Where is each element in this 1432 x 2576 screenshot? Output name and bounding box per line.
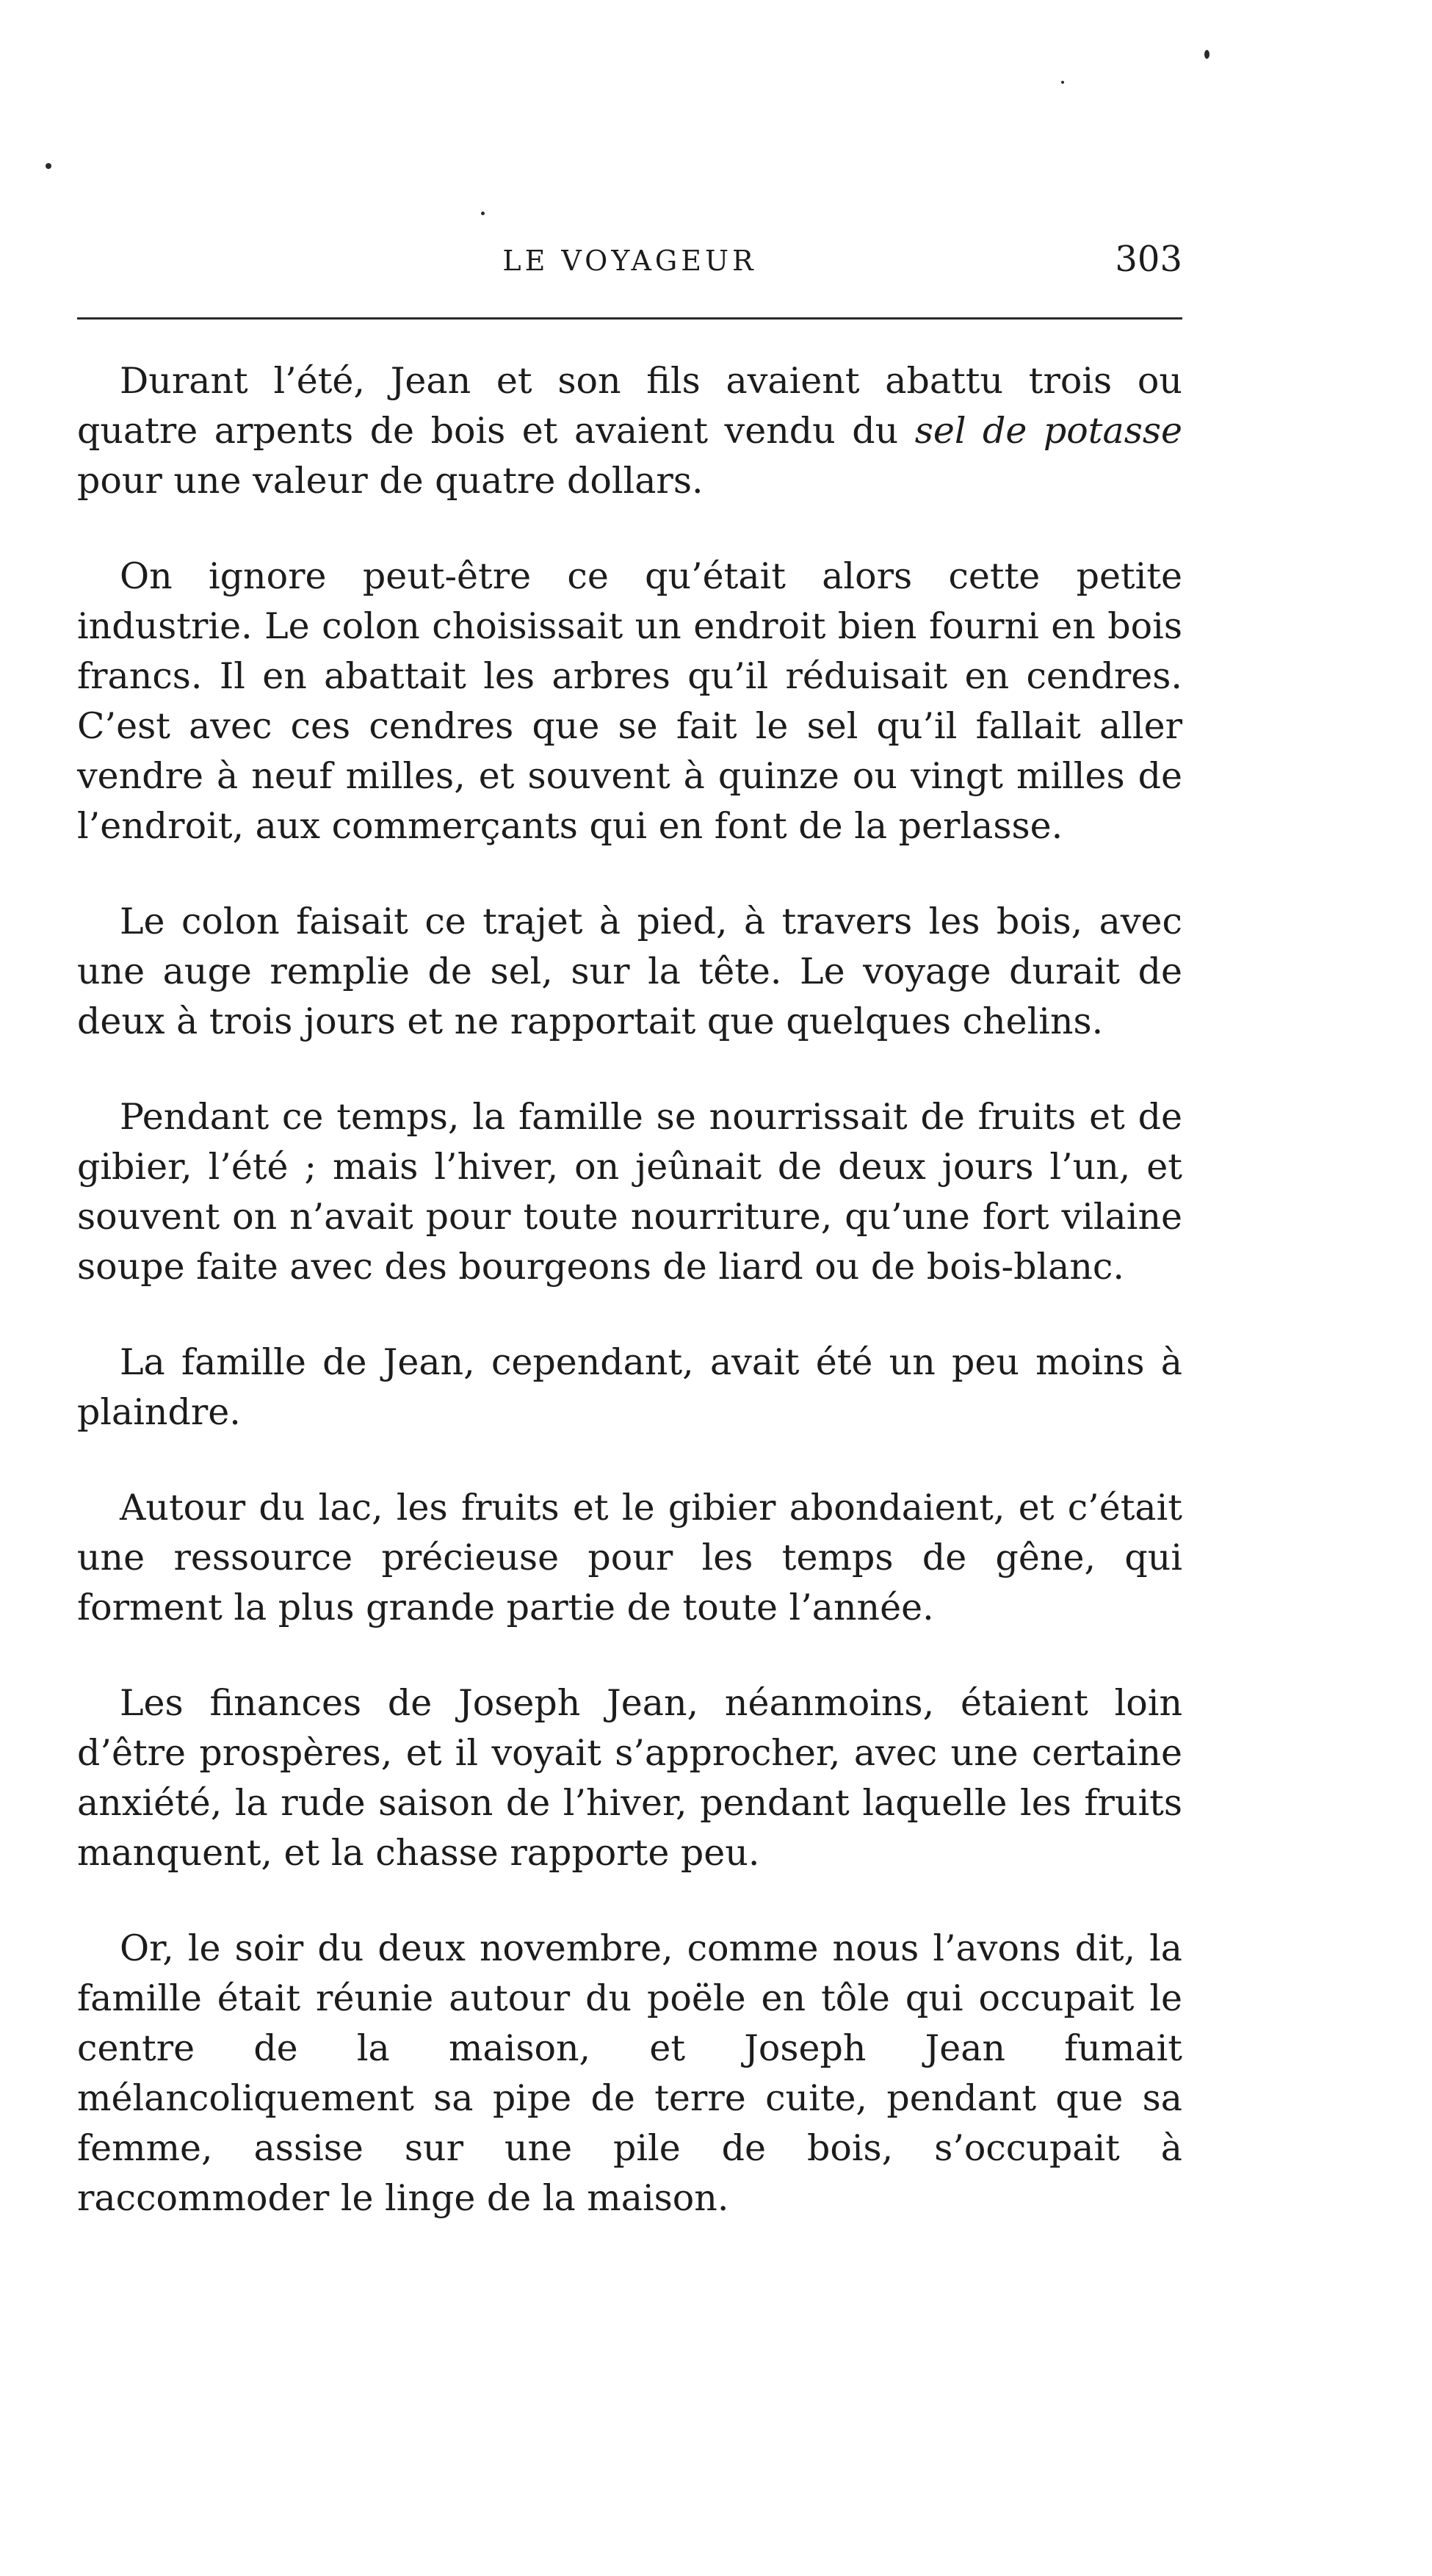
paragraph-4: Pendant ce temps, la famille se nourrissait de fruits et de gibier, l’été ; mais l’hiver, on jeûnait de deux jours l’un, et souvent on n’avait pour toute nourriture, qu’une fort vilaine soupe faite avec des bourgeons de liard ou de bois-blanc. <box>77 1096 1182 1288</box>
scan-speck <box>1204 50 1209 59</box>
body-text <box>77 356 1182 2269</box>
page-header <box>77 239 1182 290</box>
paragraph-2: On ignore peut-être ce qu’était alors cette petite industrie. Le colon choisissait un endroit bien fourni en bois francs. Il en abattait les arbres qu’il réduisait en cendres. C’est avec ces cendres que se fait le sel qu’il fallait aller vendre à neuf milles, et souvent à quinze ou vingt milles de l’endroit, aux commerçants qui en font de la perlasse. <box>77 555 1182 847</box>
italic-phrase: sel de potasse <box>914 410 1182 452</box>
scan-speck <box>1061 81 1064 84</box>
paragraph-6: Autour du lac, les fruits et le gibier abondaient, et c’était une ressource précieuse pour les temps de gêne, qui forment la plus grande partie de toute l’année. <box>77 1487 1182 1628</box>
header-rule <box>77 317 1182 320</box>
scan-speck <box>46 163 51 169</box>
paragraph-1: Durant l’été, Jean et son fils avaient abattu trois ou quatre arpents de bois et avaient vendu du sel de potasse pour une valeur de quatre dollars. <box>77 360 1182 502</box>
paragraph-8: Or, le soir du deux novembre, comme nous l’avons dit, la famille était réunie autour du poële en tôle qui occupait le centre de la maison, et Joseph Jean fumait mélancoliquement sa pipe de terre cuite, pendant que sa femme, assise sur une pile de bois, s’occupait à raccommoder le linge de la maison. <box>77 1927 1182 2219</box>
paragraph-3: Le colon faisait ce trajet à pied, à travers les bois, avec une auge remplie de sel, sur la tête. Le voyage durait de deux à trois jours et ne rapportait que quelques chelins. <box>77 901 1182 1042</box>
paragraph-5: La famille de Jean, cependant, avait été un peu moins à plaindre. <box>77 1341 1182 1433</box>
paragraph-7: Les finances de Joseph Jean, néanmoins, étaient loin d’être prospères, et il voyait s’approcher, avec une certaine anxiété, la rude saison de l’hiver, pendant laquelle les fruits manquent, et la chasse rapporte peu. <box>77 1682 1182 1874</box>
page-number: 303 <box>1115 239 1182 280</box>
running-title: LE VOYAGEUR <box>502 245 757 277</box>
scan-speck <box>481 212 485 215</box>
